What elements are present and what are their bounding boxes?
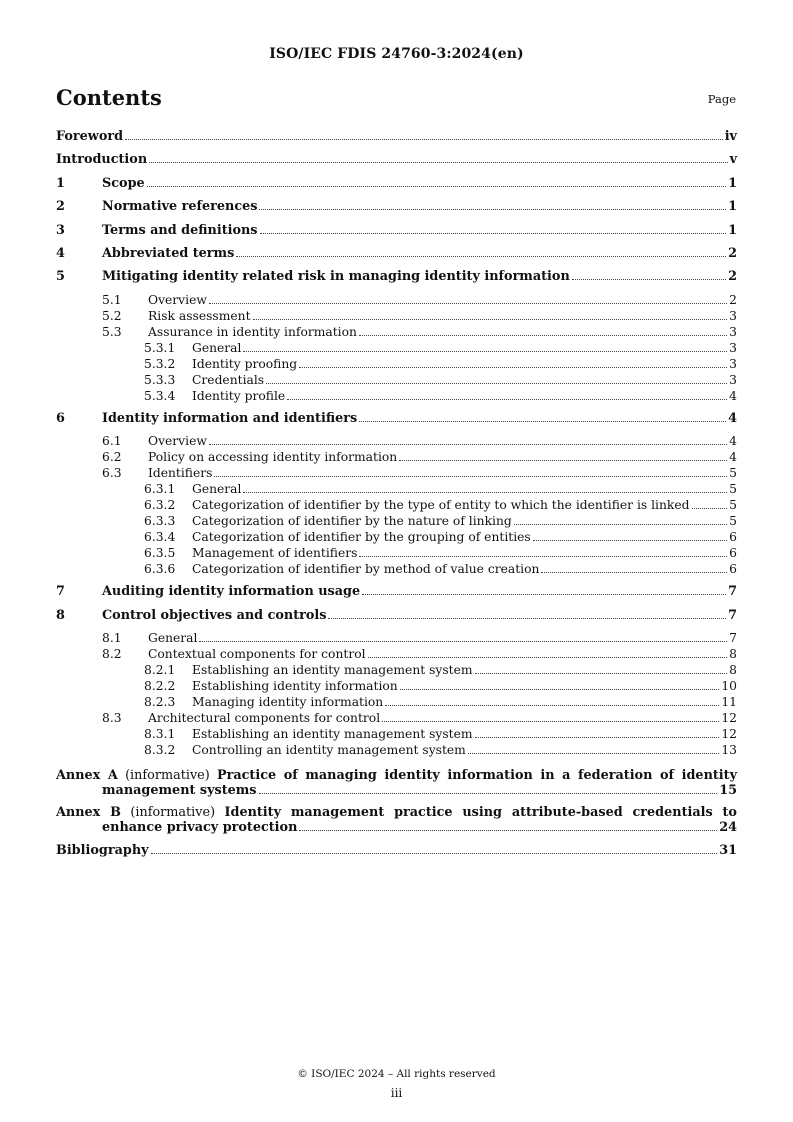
annex-informative-tag: (informative) [125, 767, 210, 783]
annex-heading-line [56, 805, 737, 821]
toc-entry-page: 4 [729, 450, 737, 465]
dot-leader [147, 186, 726, 187]
toc-entry-page: 2 [729, 292, 737, 307]
toc-entry-number: 6.1 [102, 434, 122, 449]
toc-entry-title: Overview [148, 292, 207, 307]
toc-entry-page: 31 [719, 842, 737, 858]
annex-heading-line [56, 768, 737, 784]
toc-entry-page: 2 [728, 245, 737, 261]
dot-leader [359, 421, 726, 422]
toc-entry-title: Contextual components for control [148, 646, 366, 661]
toc-entry-number: 4 [56, 245, 65, 261]
toc-entry-page: 12 [721, 726, 737, 741]
toc-entry[interactable] [56, 529, 737, 545]
toc-entry-number: 8.2.2 [144, 678, 176, 693]
toc-entry[interactable] [56, 356, 737, 372]
toc-entry-number: 8.3 [102, 710, 122, 725]
dot-leader [382, 721, 719, 722]
toc-entry-bibliography[interactable] [56, 842, 737, 865]
toc-entry-title: General [148, 630, 198, 645]
toc-entry-number: 6.3.6 [144, 562, 176, 577]
toc-entry[interactable] [56, 292, 737, 308]
toc-entry[interactable] [56, 198, 737, 221]
toc-entry[interactable] [56, 710, 737, 726]
toc-entry-title: Architectural components for control [148, 710, 381, 725]
toc-entry-page: 4 [729, 388, 737, 403]
dot-leader [259, 793, 718, 794]
toc-entry[interactable] [56, 583, 737, 606]
toc-entry-page: 5 [729, 482, 737, 497]
dot-leader [260, 233, 727, 234]
copyright-footer: © ISO/IEC 2024 – All rights reserved [297, 1068, 496, 1080]
toc-entry-page: 8 [729, 662, 737, 677]
toc-entry-page: 6 [729, 530, 737, 545]
toc-entry-number: 6.3.3 [144, 514, 176, 529]
toc-entry[interactable] [56, 465, 737, 481]
toc-entry-page: 13 [721, 742, 737, 757]
dot-leader [299, 830, 717, 831]
toc-entry-page: 8 [729, 646, 737, 661]
toc-entry-title: Identifiers [148, 466, 213, 481]
toc-entry[interactable] [56, 245, 737, 268]
toc-entry-number: 6.3.4 [144, 530, 176, 545]
dot-leader [287, 399, 727, 400]
toc-entry-title: Mitigating identity related risk in managing identity information [102, 269, 570, 285]
dot-leader [328, 618, 726, 619]
toc-entry-title: Managing identity information [192, 694, 384, 709]
toc-entry-page: 10 [721, 678, 737, 693]
toc-entry[interactable] [56, 607, 737, 630]
dot-leader [359, 335, 727, 336]
toc-annex-entry[interactable] [56, 768, 737, 799]
toc-entry-title: Introduction [56, 152, 148, 168]
toc-entry-title: Controlling an identity management system [192, 742, 466, 757]
toc-entry-page: 7 [728, 584, 737, 600]
toc-entry-page: 7 [728, 607, 737, 623]
toc-entry-title: Management of identifiers [192, 546, 358, 561]
toc-entry[interactable] [56, 222, 737, 245]
toc-entry[interactable] [56, 175, 737, 198]
toc-entry-page: 1 [728, 175, 737, 191]
annex-informative-tag: (informative) [130, 804, 216, 820]
toc-entry-page: 12 [721, 710, 737, 725]
toc-entry-title: Terms and definitions [102, 222, 258, 238]
toc-entry-page: 1 [728, 199, 737, 215]
toc-entry-number: 6.3.2 [144, 498, 176, 513]
annex-title-continuation [56, 783, 737, 799]
toc-entry-page: 1 [728, 222, 737, 238]
toc-entry-page: 5 [729, 498, 737, 513]
toc-entry-title: Categorization of identifier by the nature of linking [192, 514, 512, 529]
toc-entry-number: 6.3.5 [144, 546, 176, 561]
toc-entry-title: Abbreviated terms [102, 245, 235, 261]
dot-leader [533, 540, 727, 541]
toc-entry-page: 3 [729, 356, 737, 371]
toc-entry[interactable] [56, 324, 737, 340]
toc-entry-title: Policy on accessing identity information [148, 450, 398, 465]
toc-entry-title: Categorization of identifier by the type of entity to which the identifier is linked [192, 498, 690, 513]
toc-entry-page: 15 [719, 783, 737, 799]
dot-leader [572, 279, 726, 280]
toc-entry-number: 8.2 [102, 646, 122, 661]
dot-leader [692, 508, 728, 509]
dot-leader [236, 256, 726, 257]
toc-entry[interactable] [56, 726, 737, 742]
toc-entry-page: 6 [729, 562, 737, 577]
toc-entry-number: 8 [56, 607, 65, 623]
toc-entry-title: Bibliography [56, 842, 149, 858]
dot-leader [243, 351, 727, 352]
toc-entry-number: 7 [56, 584, 65, 600]
dot-leader [368, 657, 728, 658]
toc-entry-number: 2 [56, 199, 65, 215]
dot-leader [151, 853, 718, 854]
dot-leader [359, 556, 727, 557]
annex-title-continuation [56, 820, 737, 836]
toc-entry-page: 3 [729, 340, 737, 355]
dot-leader [266, 383, 727, 384]
toc-entry-title: Categorization of identifier by the grouping of entities [192, 530, 531, 545]
toc-entry-page: 4 [728, 410, 737, 426]
dot-leader [385, 705, 719, 706]
dot-leader [475, 737, 720, 738]
toc-entry-title: Assurance in identity information [148, 324, 357, 339]
toc-entry-number: 8.2.3 [144, 694, 176, 709]
annex-title: Identity management practice using attribute-based credentials to [224, 804, 737, 820]
dot-leader [514, 524, 727, 525]
toc-entry[interactable] [56, 561, 737, 577]
toc-entry[interactable] [56, 742, 737, 758]
toc-entry[interactable] [56, 433, 737, 449]
toc-entry-number: 8.3.2 [144, 742, 176, 757]
toc-entry-number: 1 [56, 175, 65, 191]
dot-leader [209, 444, 727, 445]
annex-title: Practice of managing identity information in a federation of identity [216, 767, 737, 783]
toc-entry[interactable] [56, 151, 737, 174]
annex-label: Annex A [56, 767, 118, 783]
dot-leader [468, 753, 720, 754]
toc-entry-page: 5 [729, 466, 737, 481]
toc-entry-title: Risk assessment [148, 308, 251, 323]
toc-entry[interactable] [56, 497, 737, 513]
toc-entry[interactable] [56, 481, 737, 497]
toc-entry-page: v [729, 152, 737, 168]
toc-entry-title: Establishing an identity management system [192, 662, 473, 677]
toc-entry-number: 8.2.1 [144, 662, 176, 677]
toc-entry-page: 4 [729, 434, 737, 449]
toc-entry[interactable] [56, 646, 737, 662]
annex-label: Annex B [56, 804, 121, 820]
table-of-contents [56, 128, 737, 865]
toc-entry-number: 6.2 [102, 450, 122, 465]
toc-entry-page: 7 [729, 630, 737, 645]
toc-entry-title: Scope [102, 175, 145, 191]
toc-entry-page: 3 [729, 308, 737, 323]
toc-entry-number: 5.3.2 [144, 356, 176, 371]
toc-entry-number: 6.3 [102, 466, 122, 481]
page-title: Contents [56, 85, 162, 110]
toc-entry[interactable] [56, 388, 737, 404]
toc-entry-title: Identity profile [192, 388, 286, 403]
toc-entry-page: 3 [729, 372, 737, 387]
toc-entry-title: Auditing identity information usage [102, 584, 361, 600]
toc-entry-title: Overview [148, 434, 207, 449]
dot-leader [541, 572, 727, 573]
toc-entry-number: 8.3.1 [144, 726, 176, 741]
dot-leader [400, 689, 720, 690]
toc-entry-number: 5.3.1 [144, 340, 176, 355]
toc-entry[interactable] [56, 630, 737, 646]
toc-entry-number: 5.1 [102, 292, 122, 307]
toc-entry-title: Identity information and identifiers [102, 410, 358, 426]
dot-leader [149, 162, 727, 163]
dot-leader [259, 209, 726, 210]
annex-title-line2: enhance privacy protection [102, 820, 298, 836]
toc-entry-number: 3 [56, 222, 65, 238]
toc-entry-page: iv [724, 129, 737, 144]
toc-entry-number: 5.3.4 [144, 388, 176, 403]
dot-leader [199, 641, 727, 642]
toc-entry-title: General [192, 340, 242, 355]
toc-entry-title: General [192, 482, 242, 497]
dot-leader [209, 303, 727, 304]
toc-annex-entry[interactable] [56, 805, 737, 836]
toc-entry-number: 6.3.1 [144, 482, 176, 497]
toc-entry-page: 11 [721, 694, 737, 709]
toc-entry[interactable] [56, 662, 737, 678]
toc-entry[interactable] [56, 694, 737, 710]
toc-entry-page: 24 [719, 820, 737, 836]
toc-entry-number: 5.3.3 [144, 372, 176, 387]
dot-leader [125, 139, 723, 140]
toc-entry[interactable] [56, 678, 737, 694]
dot-leader [475, 673, 728, 674]
page-number: iii [390, 1086, 403, 1100]
dot-leader [362, 594, 726, 595]
dot-leader [253, 319, 728, 320]
toc-entry[interactable] [56, 513, 737, 529]
toc-entry-number: 5.2 [102, 308, 122, 323]
toc-entry-number: 5.3 [102, 324, 122, 339]
page-column-label: Page [707, 92, 736, 106]
toc-entry-page: 2 [728, 269, 737, 285]
toc-entry[interactable] [56, 340, 737, 356]
dot-leader [214, 476, 727, 477]
toc-entry-title: Categorization of identifier by method of value creation [192, 562, 540, 577]
toc-entry-page: 3 [729, 324, 737, 339]
toc-entry-title: Control objectives and controls [102, 607, 327, 623]
toc-entry-page: 6 [729, 546, 737, 561]
toc-entry-title: Normative references [102, 199, 258, 215]
annex-title-line2: management systems [102, 783, 257, 799]
toc-entry[interactable] [56, 545, 737, 561]
toc-entry[interactable] [56, 410, 737, 433]
toc-entry-title: Credentials [192, 372, 265, 387]
toc-entry-number: 5 [56, 269, 65, 285]
toc-entry-number: 6 [56, 410, 65, 426]
toc-entry-title: Establishing an identity management system [192, 726, 473, 741]
document-header: ISO/IEC FDIS 24760-3:2024(en) [269, 46, 524, 62]
dot-leader [243, 492, 727, 493]
dot-leader [299, 367, 727, 368]
toc-entry-title: Foreword [56, 129, 124, 144]
toc-entry[interactable] [56, 372, 737, 388]
toc-entry-title: Establishing identity information [192, 678, 398, 693]
dot-leader [399, 460, 727, 461]
toc-entry[interactable] [56, 308, 737, 324]
toc-entry-number: 8.1 [102, 630, 122, 645]
toc-entry-page: 5 [729, 514, 737, 529]
toc-entry[interactable] [56, 449, 737, 465]
toc-entry-title: Identity proofing [192, 356, 298, 371]
toc-entry[interactable] [56, 128, 737, 151]
toc-entry[interactable] [56, 268, 737, 291]
